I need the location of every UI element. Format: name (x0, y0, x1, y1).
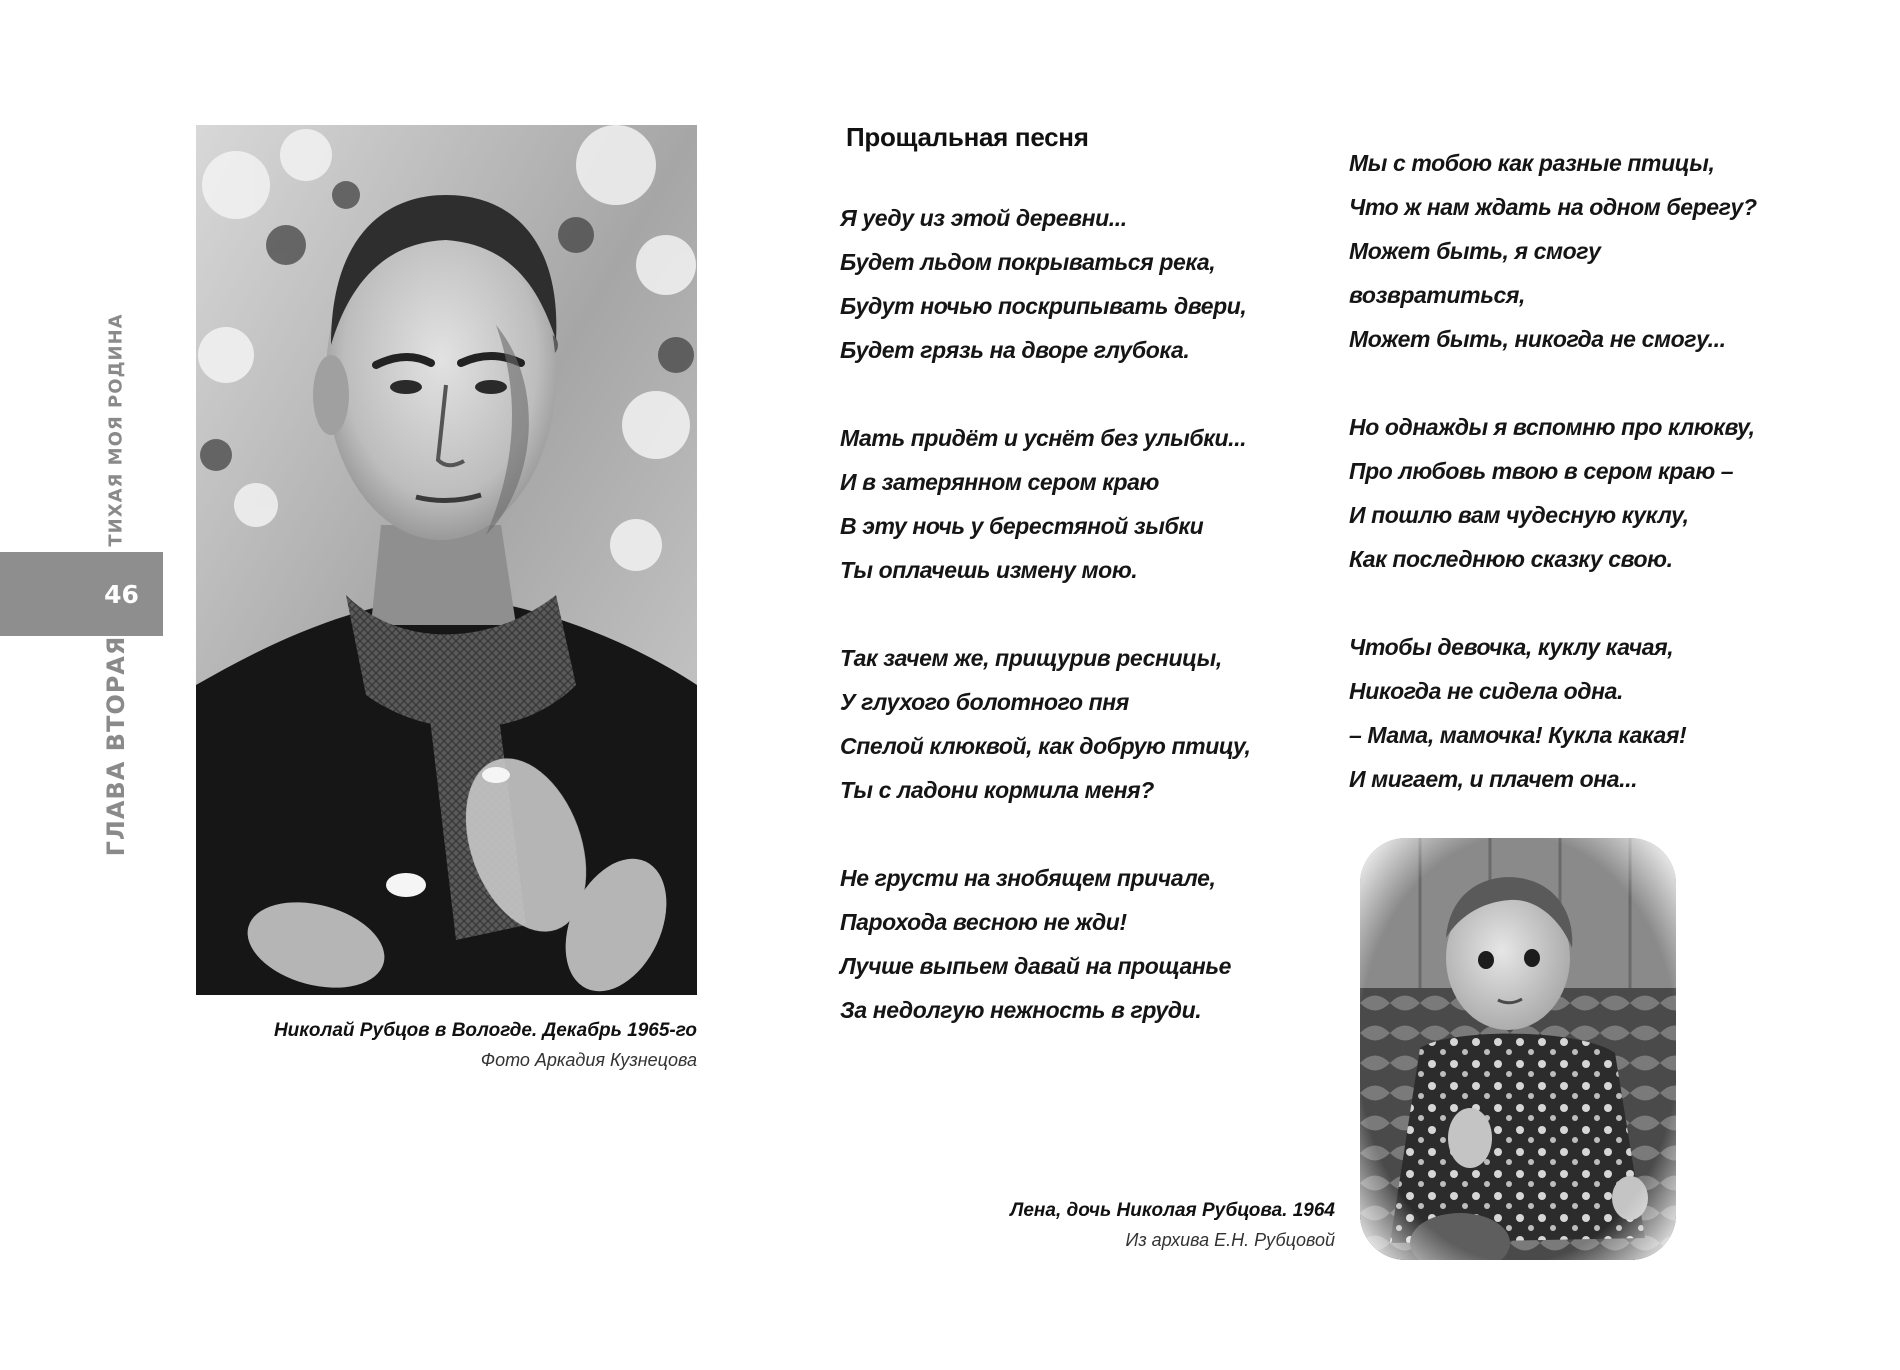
poem-line: Но однажды я вспомню про клюкву, (1349, 414, 1755, 440)
lena-child-photo (1360, 838, 1676, 1260)
poem-line: Будет льдом покрываться река, (840, 249, 1216, 275)
poem-line: – Мама, мамочка! Кукла какая! (1349, 722, 1687, 748)
poem-line: возвратиться, (1349, 282, 1525, 308)
rubtsov-caption-title: Николай Рубцов в Вологде. Декабрь 1965-го (273, 1020, 697, 1041)
running-head: ТИХАЯ МОЯ РОДИНА (105, 313, 127, 547)
poem-line: Я уеду из этой деревни... (840, 205, 1127, 231)
poem-line: Не грусти на знобящем причале, (840, 865, 1216, 891)
poem-line: И мигает, и плачет она... (1349, 766, 1638, 792)
poem-column-1 (840, 196, 1251, 1076)
stanza (840, 636, 1251, 812)
page-number: 46 (104, 579, 139, 609)
poem-line: За недолгую нежность в груди. (840, 997, 1202, 1023)
poem-line: Мать придёт и уснёт без улыбки... (840, 425, 1247, 451)
rubtsov-photo-caption (274, 1016, 697, 1074)
rubtsov-caption-credit: Фото Аркадия Кузнецова (480, 1050, 697, 1070)
poem-line: Так зачем же, прищурив ресницы, (840, 645, 1222, 671)
poem-line: Будет грязь на дворе глубока. (840, 337, 1190, 363)
poem-line: Ты с ладони кормила меня? (840, 777, 1154, 803)
poem-column-2 (1349, 141, 1757, 845)
poem-line: Чтобы девочка, куклу качая, (1349, 634, 1674, 660)
poem-line: В эту ночь у берестяной зыбки (840, 513, 1204, 539)
stanza (1349, 405, 1757, 581)
poem-line: Как последнюю сказку свою. (1349, 546, 1673, 572)
poem-line: Лучше выпьем давай на прощанье (840, 953, 1232, 979)
lena-caption-credit: Из архива Е.Н. Рубцовой (1125, 1230, 1335, 1250)
rubtsov-portrait-photo (196, 125, 697, 995)
poem-line: Будут ночью поскрипывать двери, (840, 293, 1247, 319)
poem-title: Прощальная песня (846, 122, 1089, 152)
poem-line: Мы с тобою как разные птицы, (1349, 150, 1715, 176)
stanza (840, 416, 1251, 592)
poem-line: И пошлю вам чудесную куклу, (1349, 502, 1689, 528)
poem-line: Никогда не сидела одна. (1349, 678, 1623, 704)
stanza (1349, 141, 1757, 361)
poem-line: Про любовь твою в сером краю – (1349, 458, 1734, 484)
lena-photo-caption (1010, 1196, 1335, 1254)
poem-line: Спелой клюквой, как добрую птицу, (840, 733, 1251, 759)
poem-line: И в затерянном сером краю (840, 469, 1159, 495)
poem-line: Может быть, никогда не смогу... (1349, 326, 1726, 352)
chapter-title: ГЛАВА ВТОРАЯ (102, 635, 130, 857)
poem-line: Что ж нам ждать на одном берегу? (1349, 194, 1757, 220)
poem-line: У глухого болотного пня (840, 689, 1129, 715)
stanza (1349, 625, 1757, 801)
stanza (840, 196, 1251, 372)
lena-caption-title: Лена, дочь Николая Рубцова. 1964 (1010, 1200, 1335, 1221)
stanza (840, 856, 1251, 1032)
page-number-box (0, 552, 163, 636)
poem-line: Ты оплачешь измену мою. (840, 557, 1138, 583)
poem-line: Парохода весною не жди! (840, 909, 1127, 935)
poem-line: Может быть, я смогу (1349, 238, 1601, 264)
